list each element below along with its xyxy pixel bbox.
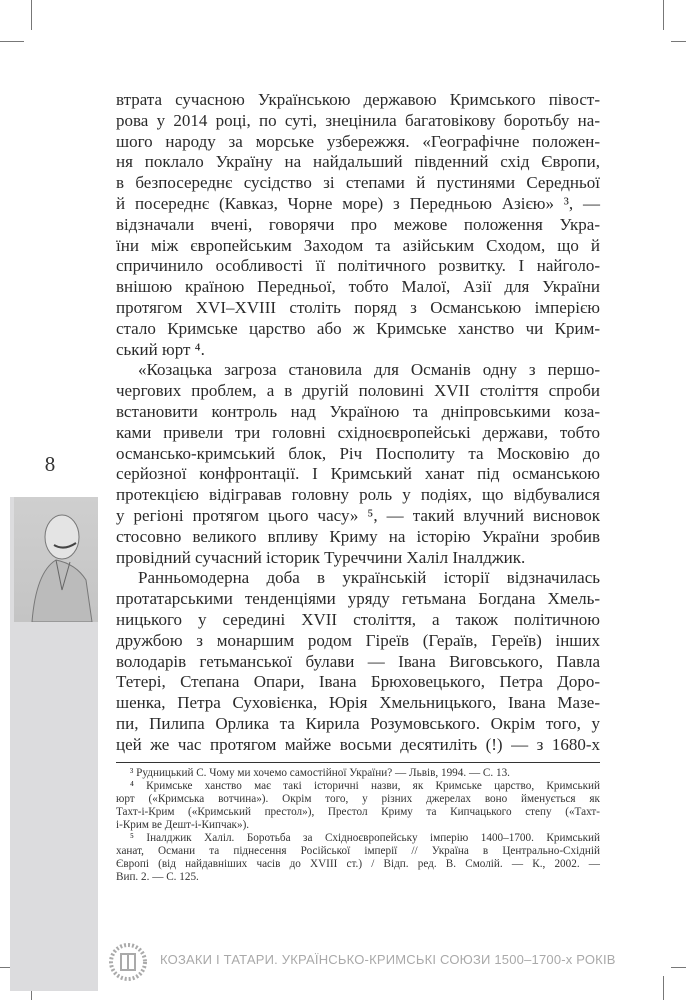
body-line: протягом XVI–XVIII століть поряд з Османською імперією xyxy=(116,297,600,317)
publisher-seal-icon xyxy=(108,940,148,984)
body-line: ницького у середині XVII століття, а також політичною xyxy=(116,609,600,629)
body-line: цей же час протягом майже восьми десятиліть (!) — з 1680-х xyxy=(116,734,600,754)
footnotes xyxy=(116,767,600,884)
body-line: в безпосереднє сусідство зі степами й пустинями Середньої xyxy=(116,173,600,193)
body-line: провідний сучасний історик Туреччини Халіл Іналджик. xyxy=(116,547,526,567)
body-line: османсько-кримський блок, Річ Посполиту та Московію до xyxy=(116,443,600,463)
crop-mark xyxy=(31,0,32,30)
footnote-line: ханат, Османи та піднесення Російської імперії // Україна в Центрально-Східній xyxy=(116,845,600,857)
body-line: й посереднє (Кавказ, Чорне море) з Передньою Азією» ³, — xyxy=(116,193,600,213)
body-line: Ранньомодерна доба в українській історії відзначилась xyxy=(138,568,600,588)
body-line: спричинило особливості її політичного розвитку. І найголо- xyxy=(116,256,600,276)
footnote-line: юрт («Кримська вотчина»). Окрім того, у різних джерелах воно йменується як xyxy=(116,793,600,805)
cossack-portrait-image xyxy=(14,497,98,622)
body-line: дружбою з монаршим родом Гіреїв (Гераїв, Гереїв) інших xyxy=(116,630,600,650)
crop-mark xyxy=(0,41,24,42)
body-line: шого народу за морське узбережжя. «Географічне положен- xyxy=(116,131,600,151)
body-line: пи, Пилипа Орлика та Кирила Розумовського. Окрім того, у xyxy=(116,713,600,733)
footnote-line: Вип. 2. — С. 125. xyxy=(116,871,199,883)
body-line: внішою країною Передньої, тобто Малої, Азії для України xyxy=(116,277,600,297)
body-line: стало Кримське царство або ж Кримське ханство чи Крим- xyxy=(116,318,600,338)
body-line: відзначали вчені, говорячи про межове положення Укра- xyxy=(116,214,600,234)
running-footer-title: КОЗАКИ І ТАТАРИ. УКРАЇНСЬКО-КРИМСЬКІ СОЮЗИ 1500–1700-х РОКІВ xyxy=(160,952,616,967)
body-line: «Козацька загроза становила для Османів одну з першо- xyxy=(138,360,600,380)
footnote-line: ⁵ Іналджик Халіл. Боротьба за Східноєвропейську імперію 1400–1700. Кримський xyxy=(130,832,600,844)
footnote-line: Тахт-і-Крим («Кримський престол»), Престол Криму та Кипчацького степу («Тахт- xyxy=(116,806,600,818)
footnote-line: ⁴ Кримське ханство має такі історичні назви, як Кримське царство, Кримський xyxy=(130,780,600,792)
crop-mark xyxy=(671,967,686,968)
crop-mark xyxy=(663,0,664,30)
body-line: Тетері, Степана Опари, Івана Брюховецького, Петра Доро- xyxy=(116,672,600,692)
footnote-line: і-Крим ве Дешт-і-Кипчак»). xyxy=(116,819,250,831)
body-line: чергових проблем, а в другій половині XVII століття спроби xyxy=(116,381,600,401)
body-line: шенка, Петра Суховієнка, Юрія Хмельницького, Івана Мазе- xyxy=(116,693,600,713)
footnote-divider xyxy=(116,762,600,763)
footnote-line: ³ Рудницький С. Чому ми хочемо самостійної України? — Львів, 1994. — С. 13. xyxy=(130,767,510,779)
body-line: встановити контроль над Україною та дніпровськими коза- xyxy=(116,401,600,421)
crop-mark xyxy=(671,41,686,42)
body-line: втрата сучасною Українською державою Кримського півост- xyxy=(116,90,600,109)
body-line: стосовно великого впливу Криму на історію України зробив xyxy=(116,526,600,546)
body-line: ками привели три головні східноєвропейські держави, тобто xyxy=(116,422,600,442)
page-number: 8 xyxy=(44,452,56,476)
body-text xyxy=(116,90,600,756)
crop-mark xyxy=(663,976,664,1000)
body-line: володарів гетьманської булави — Івана Виговського, Павла xyxy=(116,651,600,671)
body-line: рова у 2014 році, по суті, знецінила багатовікову боротьбу на- xyxy=(116,110,600,130)
footnote-line: Європі (від найдавніших часів до XVIII ст.) / Відп. ред. В. Смолій. — К., 2002. — xyxy=(116,858,600,870)
body-line: у регіоні протягом цього часу» ⁵, — такий влучний висновок xyxy=(116,505,600,525)
body-line: протекцією відігравав головну роль у подіях, що відбувалися xyxy=(116,485,600,505)
body-line: ський юрт ⁴. xyxy=(116,339,205,359)
body-line: ня поклало Україну на найдальший південний схід Європи, xyxy=(116,152,600,172)
body-line: їни між європейським Заходом та азійським Сходом, що й xyxy=(116,235,600,255)
body-line: протатарськими тенденціями уряду гетьмана Богдана Хмель- xyxy=(116,589,600,609)
body-line: серйозної конфронтації. І Кримський ханат під османською xyxy=(116,464,600,484)
